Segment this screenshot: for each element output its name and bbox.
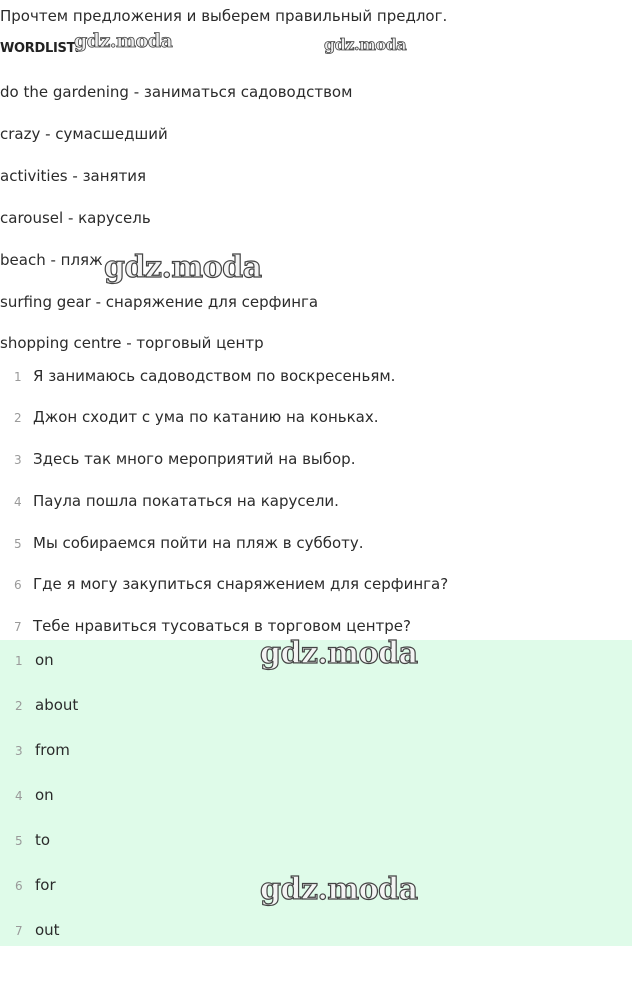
answer-text: about (35, 696, 79, 714)
sentence-text: Где я могу закупиться снаряжением для серфинга? (33, 575, 449, 593)
sentence-text: Мы собираемся пойти на пляж в субботу. (33, 534, 364, 552)
answer-text: on (35, 651, 54, 669)
instruction-text: Прочтем предложения и выберем правильный предлог. (0, 7, 448, 25)
sentence-number: 2 (14, 411, 22, 425)
answer-number: 5 (15, 834, 23, 848)
wordlist-item: activities - занятия (0, 167, 147, 185)
answer-text: out (35, 921, 60, 939)
answer-number: 7 (15, 924, 23, 938)
sentence-number: 4 (14, 495, 22, 509)
answer-number: 6 (15, 879, 23, 893)
answer-text: to (35, 831, 51, 849)
sentence-number: 1 (14, 370, 22, 384)
answer-text: for (35, 876, 56, 894)
watermark-logo: gdz.moda (104, 250, 262, 285)
sentence-number: 6 (14, 578, 22, 592)
answer-number: 1 (15, 654, 23, 668)
sentence-text: Тебе нравиться тусоваться в торговом центре? (33, 617, 411, 635)
answer-number: 2 (15, 699, 23, 713)
sentence-number: 3 (14, 453, 22, 467)
wordlist-item: carousel - карусель (0, 209, 151, 227)
wordlist-label: WORDLIST: (0, 41, 80, 56)
wordlist-item: do the gardening - заниматься садоводством (0, 83, 353, 101)
watermark-logo: gdz.moda (74, 30, 173, 52)
sentence-text: Я занимаюсь садоводством по воскресеньям. (33, 367, 396, 385)
answer-number: 4 (15, 789, 23, 803)
sentence-number: 5 (14, 537, 22, 551)
watermark-logo: gdz.moda (324, 35, 407, 54)
wordlist-item: crazy - сумасшедший (0, 125, 168, 143)
sentence-text: Паула пошла покататься на карусели. (33, 492, 339, 510)
watermark-logo: gdz.moda (260, 872, 418, 907)
sentence-text: Джон сходит с ума по катанию на коньках. (33, 408, 379, 426)
watermark-logo: gdz.moda (260, 636, 418, 671)
answer-text: on (35, 786, 54, 804)
wordlist-item: surfing gear - снаряжение для серфинга (0, 293, 319, 311)
wordlist-item: beach - пляж (0, 251, 103, 269)
sentence-number: 7 (14, 620, 22, 634)
answer-number: 3 (15, 744, 23, 758)
wordlist-item: shopping centre - торговый центр (0, 334, 264, 352)
sentence-text: Здесь так много мероприятий на выбор. (33, 450, 356, 468)
answer-text: from (35, 741, 70, 759)
